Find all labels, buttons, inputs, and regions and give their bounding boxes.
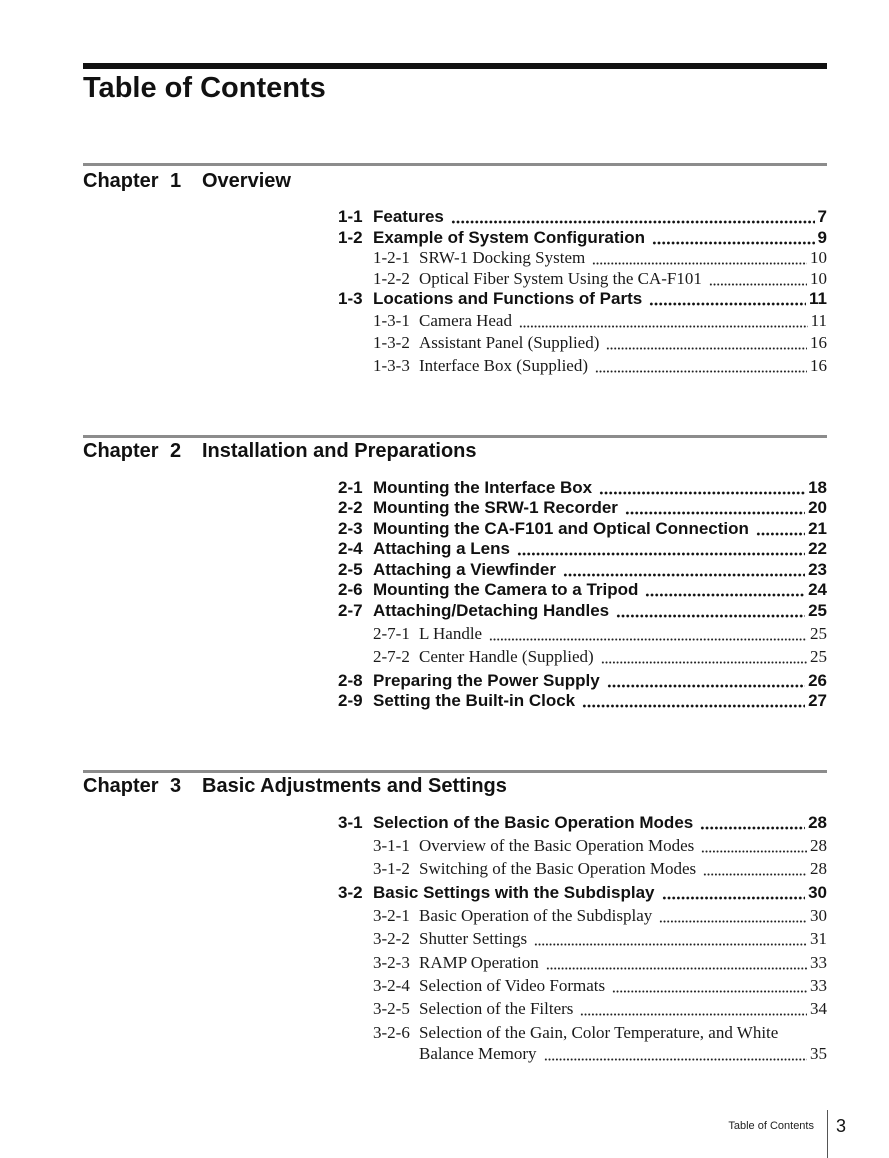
dot-leader <box>649 289 806 309</box>
entry-number: 3-2-4 <box>373 976 410 995</box>
entry-page-number: 35 <box>810 1044 827 1063</box>
entry-page-number: 18 <box>808 478 827 497</box>
entry-number: 3-1 <box>338 813 363 832</box>
dot-leader <box>709 269 807 289</box>
entry-page-number: 28 <box>810 859 827 878</box>
entry-page-number: 34 <box>810 999 827 1018</box>
dot-leader <box>616 601 805 621</box>
dot-leader <box>534 929 807 949</box>
entry-number: 3-2 <box>338 883 363 902</box>
entry-title: Preparing the Power Supply <box>373 671 600 690</box>
entry-title: Mounting the SRW-1 Recorder <box>373 498 618 517</box>
chapter-label: Chapter <box>83 440 159 462</box>
entry-title: SRW-1 Docking System <box>419 248 586 267</box>
chapter-heading <box>83 169 827 193</box>
entry-number: 1-3-2 <box>373 333 410 352</box>
entry-title: Switching of the Basic Operation Modes <box>419 859 697 878</box>
chapter-number: 1 <box>170 170 182 192</box>
entry-title: Attaching a Lens <box>373 539 510 558</box>
toc-section-entry <box>338 478 827 498</box>
dot-leader <box>599 478 805 498</box>
toc-section-entry <box>338 671 827 691</box>
dot-leader <box>612 976 807 996</box>
chapter-number: 3 <box>170 775 182 797</box>
dot-leader <box>544 1044 807 1064</box>
dot-leader <box>489 624 807 644</box>
entry-page-number: 16 <box>810 333 827 352</box>
toc-subsection-entry <box>373 269 827 289</box>
page-title: Table of Contents <box>83 72 326 104</box>
page-number: 3 <box>836 1116 847 1136</box>
dot-leader <box>592 248 807 268</box>
entry-title: Mounting the CA-F101 and Optical Connection <box>373 519 749 538</box>
entry-number: 1-3 <box>338 289 363 308</box>
dot-leader <box>546 953 807 973</box>
entry-number: 2-7-1 <box>373 624 410 643</box>
entry-title: Assistant Panel (Supplied) <box>419 333 600 352</box>
entry-title-continuation: Balance Memory <box>419 1044 537 1063</box>
entry-number: 3-1-1 <box>373 836 410 855</box>
chapter-rule <box>83 163 827 166</box>
entry-number: 2-4 <box>338 539 363 558</box>
chapter-title: Basic Adjustments and Settings <box>202 775 507 797</box>
dot-leader <box>606 333 807 353</box>
entry-title: Attaching/Detaching Handles <box>373 601 610 620</box>
toc-section-entry <box>338 691 827 711</box>
toc-section-entry <box>338 289 827 309</box>
entry-page-number: 24 <box>808 580 827 599</box>
entry-page-number: 7 <box>817 207 827 226</box>
chapter-rule <box>83 435 827 438</box>
toc-subsection-entry <box>373 953 827 973</box>
entry-number: 2-5 <box>338 560 363 579</box>
toc-subsection-entry <box>373 906 827 926</box>
toc-subsection-entry <box>373 976 827 996</box>
toc-section-entry <box>338 883 827 903</box>
entry-title: Shutter Settings <box>419 929 528 948</box>
toc-subsection-entry <box>373 333 827 353</box>
toc-subsection-entry <box>373 836 827 856</box>
entry-page-number: 23 <box>808 560 827 579</box>
entry-page-number: 10 <box>810 248 827 267</box>
chapter-number: 2 <box>170 440 182 462</box>
entry-title: Selection of the Filters <box>419 999 574 1018</box>
entry-title: Center Handle (Supplied) <box>419 647 594 666</box>
toc-subsection-entry <box>373 929 827 949</box>
toc-subsection-entry <box>373 624 827 644</box>
entry-title: Selection of the Gain, Color Temperature, and White <box>419 1023 779 1042</box>
entry-number: 1-2-1 <box>373 248 410 267</box>
entry-title: Selection of Video Formats <box>419 976 606 995</box>
entry-page-number: 11 <box>810 311 827 330</box>
footer-divider <box>827 1110 828 1158</box>
entry-number: 1-2 <box>338 228 363 247</box>
toc-section-entry <box>338 498 827 518</box>
title-rule <box>83 63 827 69</box>
chapter-label: Chapter <box>83 170 159 192</box>
entry-number: 2-6 <box>338 580 363 599</box>
entry-page-number: 25 <box>810 624 827 643</box>
entry-title: RAMP Operation <box>419 953 539 972</box>
entry-page-number: 22 <box>808 539 827 558</box>
entry-page-number: 31 <box>810 929 827 948</box>
dot-leader <box>652 228 814 248</box>
dot-leader <box>703 859 807 879</box>
chapter-heading <box>83 774 827 798</box>
entry-title: Basic Operation of the Subdisplay <box>419 906 653 925</box>
entry-title: Interface Box (Supplied) <box>419 356 588 375</box>
entry-page-number: 33 <box>810 976 827 995</box>
entry-title: Setting the Built-in Clock <box>373 691 576 710</box>
entry-page-number: 28 <box>810 836 827 855</box>
entry-page-number: 26 <box>808 671 827 690</box>
entry-number: 2-7 <box>338 601 363 620</box>
toc-subsection-entry <box>373 999 827 1019</box>
entry-title: Optical Fiber System Using the CA-F101 <box>419 269 702 288</box>
dot-leader <box>517 539 805 559</box>
dot-leader <box>645 580 805 600</box>
entry-number: 3-2-3 <box>373 953 410 972</box>
chapter-heading <box>83 439 827 463</box>
entry-number: 2-1 <box>338 478 363 497</box>
entry-number: 3-2-2 <box>373 929 410 948</box>
entry-page-number: 9 <box>817 228 827 247</box>
toc-subsection-entry <box>373 311 827 331</box>
entry-title: Attaching a Viewfinder <box>373 560 556 579</box>
dot-leader <box>582 691 805 711</box>
entry-page-number: 20 <box>808 498 827 517</box>
entry-page-number: 30 <box>808 883 827 902</box>
dot-leader <box>563 560 805 580</box>
dot-leader <box>451 207 815 227</box>
dot-leader <box>756 519 805 539</box>
chapter-rule <box>83 770 827 773</box>
entry-title: Locations and Functions of Parts <box>373 289 643 308</box>
toc-section-entry <box>338 601 827 621</box>
toc-subsection-entry <box>373 1023 827 1043</box>
entry-page-number: 27 <box>808 691 827 710</box>
entry-page-number: 10 <box>810 269 827 288</box>
toc-subsection-entry <box>373 859 827 879</box>
toc-section-entry <box>338 207 827 227</box>
dot-leader <box>601 647 807 667</box>
entry-page-number: 11 <box>809 289 827 308</box>
entry-number: 2-3 <box>338 519 363 538</box>
entry-number: 1-3-1 <box>373 311 410 330</box>
toc-section-entry <box>338 519 827 539</box>
entry-page-number: 30 <box>810 906 827 925</box>
toc-subsection-entry <box>373 248 827 268</box>
toc-subsection-entry-continuation <box>419 1044 827 1064</box>
entry-title: L Handle <box>419 624 483 643</box>
entry-number: 1-3-3 <box>373 356 410 375</box>
entry-page-number: 21 <box>808 519 827 538</box>
toc-section-entry <box>338 813 827 833</box>
entry-page-number: 25 <box>808 601 827 620</box>
entry-page-number: 28 <box>808 813 827 832</box>
entry-number: 1-1 <box>338 207 363 226</box>
entry-title: Selection of the Basic Operation Modes <box>373 813 694 832</box>
toc-subsection-entry <box>373 356 827 376</box>
entry-title: Overview of the Basic Operation Modes <box>419 836 695 855</box>
entry-page-number: 25 <box>810 647 827 666</box>
toc-section-entry <box>338 560 827 580</box>
footer-section-label: Table of Contents <box>728 1120 814 1132</box>
dot-leader <box>659 906 807 926</box>
entry-title: Camera Head <box>419 311 512 330</box>
entry-number: 3-2-5 <box>373 999 410 1018</box>
dot-leader <box>662 883 806 903</box>
entry-number: 2-8 <box>338 671 363 690</box>
chapter-title: Overview <box>202 170 291 192</box>
dot-leader <box>700 813 805 833</box>
entry-title: Example of System Configuration <box>373 228 646 247</box>
dot-leader <box>519 311 808 331</box>
entry-page-number: 16 <box>810 356 827 375</box>
dot-leader <box>625 498 805 518</box>
toc-subsection-entry <box>373 647 827 667</box>
dot-leader <box>607 671 805 691</box>
toc-section-entry <box>338 580 827 600</box>
entry-number: 1-2-2 <box>373 269 410 288</box>
chapter-title: Installation and Preparations <box>202 440 477 462</box>
entry-title: Mounting the Camera to a Tripod <box>373 580 639 599</box>
entry-number: 2-9 <box>338 691 363 710</box>
toc-section-entry <box>338 228 827 248</box>
dot-leader <box>701 836 807 856</box>
toc-section-entry <box>338 539 827 559</box>
entry-number: 3-2-1 <box>373 906 410 925</box>
dot-leader <box>595 356 807 376</box>
entry-title: Basic Settings with the Subdisplay <box>373 883 655 902</box>
chapter-label: Chapter <box>83 775 159 797</box>
entry-number: 2-2 <box>338 498 363 517</box>
entry-title: Mounting the Interface Box <box>373 478 593 497</box>
entry-number: 3-1-2 <box>373 859 410 878</box>
entry-page-number: 33 <box>810 953 827 972</box>
dot-leader <box>580 999 807 1019</box>
entry-number: 2-7-2 <box>373 647 410 666</box>
entry-number: 3-2-6 <box>373 1023 410 1042</box>
entry-title: Features <box>373 207 444 226</box>
